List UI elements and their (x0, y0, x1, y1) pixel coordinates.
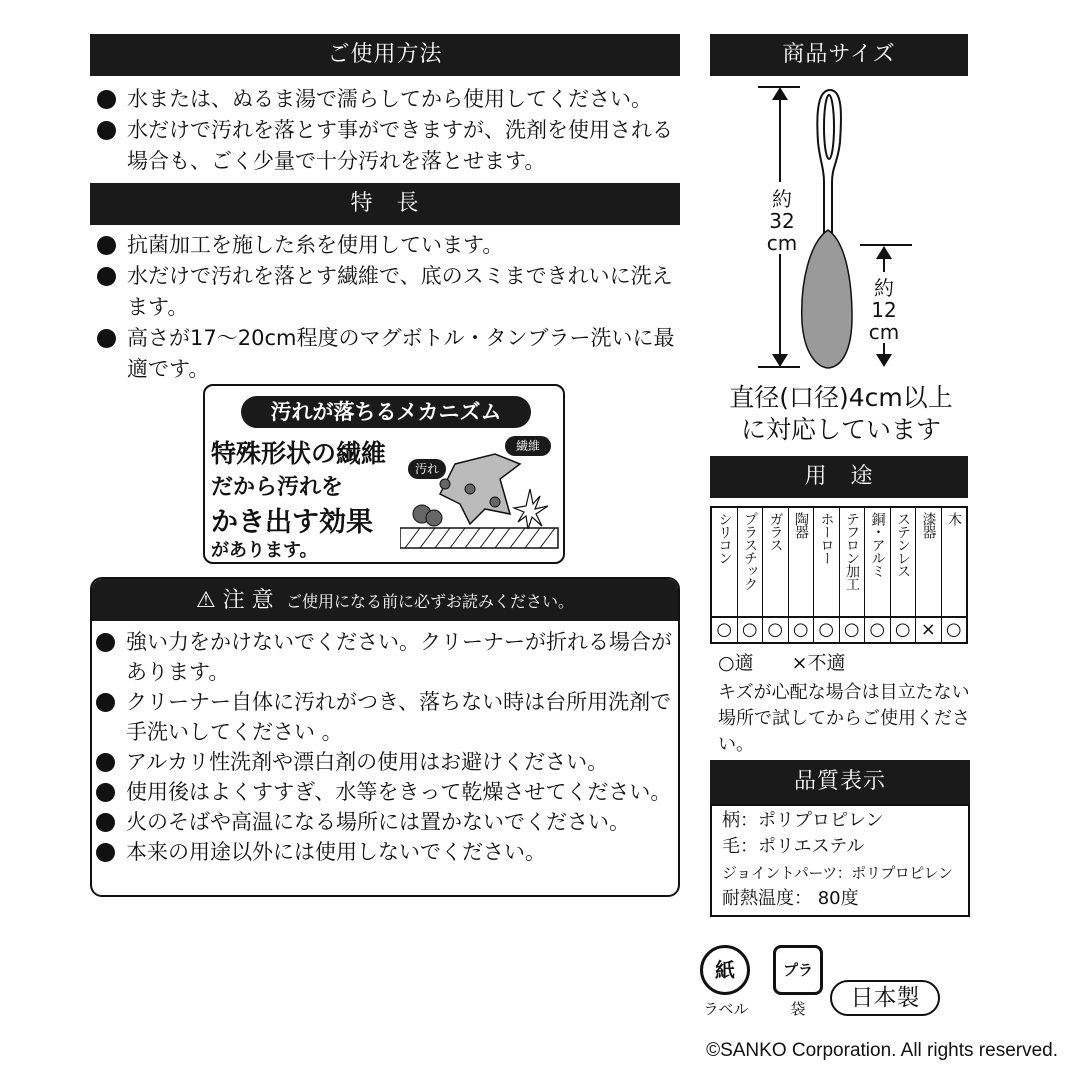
usage-note: キズが心配な場合は目立たない場所で試してからご使用ください。 (718, 682, 970, 755)
list-item: 使用後はよくすすぎ、水等をきって乾燥させてください。 (94, 777, 672, 807)
made-in-japan-badge: 日本製 (830, 980, 940, 1016)
usage-material: 銅・アルミ (869, 512, 886, 577)
mechanism-title: 汚れが落ちるメカニズム (241, 396, 531, 428)
plastic-recycle-label: 袋 (790, 1000, 806, 1018)
usage-column (814, 508, 840, 642)
copyright: ©SANKO Corporation. All rights reserved. (706, 1040, 1058, 1061)
usage-mark: ○ (738, 616, 763, 642)
usage-material: シリコン (716, 512, 733, 564)
quality-box (710, 804, 970, 917)
usage-column (865, 508, 891, 642)
list-item: クリーナー自体に汚れがつき、落ちない時は台所用洗剤で手洗いしてください 。 (94, 687, 672, 747)
list-item: 水または、ぬるま湯で濡らしてから使用してください。 (95, 84, 685, 115)
list-item: アルカリ性洗剤や漂白剤の使用はお避けください。 (94, 747, 672, 777)
features-list (95, 230, 685, 385)
product-size-header: 商品サイズ (710, 34, 968, 76)
usage-header: 用 途 (710, 456, 968, 498)
paper-recycle-label: ラベル (703, 1000, 749, 1018)
features-header: 特 長 (90, 183, 680, 225)
mechanism-box (203, 384, 565, 564)
list-item: 本来の用途以外には使用しないでください。 (94, 837, 672, 867)
list-item: 火のそばや高温になる場所には置かないでください。 (94, 807, 672, 837)
usage-column (840, 508, 866, 642)
usage-column (738, 508, 764, 642)
mechanism-line2: だから汚れを (211, 475, 344, 500)
caution-title: ⚠ 注 意 (195, 588, 274, 613)
fiber-label: 繊維 (505, 436, 551, 456)
caution-header (92, 579, 678, 621)
usage-column (763, 508, 789, 642)
total-length-label: 約 32 cm (760, 188, 804, 254)
usage-table (710, 506, 968, 644)
usage-mark: ○ (840, 616, 865, 642)
caution-box (90, 577, 680, 897)
usage-column (916, 508, 942, 642)
quality-line: 耐熱温度： 80度 (722, 888, 859, 909)
usage-material: 陶器 (793, 512, 809, 538)
usage-mark: ○ (942, 616, 967, 642)
usage-material: プラスチック (742, 512, 758, 590)
list-item: 高さが17～20cm程度のマグボトル・タンブラー洗いに最適です。 (95, 323, 685, 385)
dirt-label: 汚れ (408, 459, 446, 479)
usage-method-header: ご使用方法 (90, 34, 680, 76)
usage-material: ステンレス (895, 512, 911, 577)
caution-list (94, 627, 672, 867)
brush-length-label: 約 12 cm (862, 277, 906, 343)
list-item: 水だけで汚れを落とす繊維で、底のスミまできれいに洗えます。 (95, 261, 685, 323)
mechanism-line1: 特殊形状の繊維 (211, 439, 387, 468)
usage-column (891, 508, 917, 642)
caution-subtitle: ご使用になる前に必ずお読みください。 (286, 592, 575, 611)
usage-material: 漆器 (920, 512, 937, 538)
usage-legend: ○適 ×不適 (718, 652, 846, 674)
usage-column (942, 508, 967, 642)
list-item: 強い力をかけないでください。クリーナーが折れる場合があります。 (94, 627, 672, 687)
quality-line: ジョイントパーツ：ポリプロピレン (722, 864, 953, 882)
list-item: 水だけで汚れを落とす事ができますが、洗剤を使用される場合も、ごく少量で十分汚れを落とせます。 (95, 115, 685, 177)
usage-mark: ○ (789, 616, 814, 642)
list-item: 抗菌加工を施した糸を使用しています。 (95, 230, 685, 261)
paper-recycle-icon: 紙 (700, 945, 750, 995)
quality-line: 毛：ポリエステル (722, 836, 865, 857)
usage-column (712, 508, 738, 642)
usage-mark: × (916, 616, 941, 642)
plastic-recycle-icon: プラ (773, 945, 823, 995)
usage-material: 木 (946, 512, 962, 525)
usage-material: ガラス (767, 512, 784, 551)
diameter-note: 直径(口径)4cm以上 に対応しています (729, 383, 953, 444)
usage-material: テフロン加工 (844, 512, 860, 590)
mechanism-line4: があります。 (211, 540, 318, 561)
quality-line: 柄：ポリプロピレン (722, 810, 884, 831)
usage-mark: ○ (763, 616, 788, 642)
usage-method-list (95, 84, 685, 177)
usage-mark: ○ (712, 616, 737, 642)
mechanism-line3: かき出す効果 (211, 507, 373, 538)
usage-material: ホーロー (818, 512, 835, 564)
quality-header: 品質表示 (710, 760, 970, 804)
usage-mark: ○ (891, 616, 916, 642)
usage-mark: ○ (814, 616, 839, 642)
usage-mark: ○ (865, 616, 890, 642)
usage-column (789, 508, 815, 642)
